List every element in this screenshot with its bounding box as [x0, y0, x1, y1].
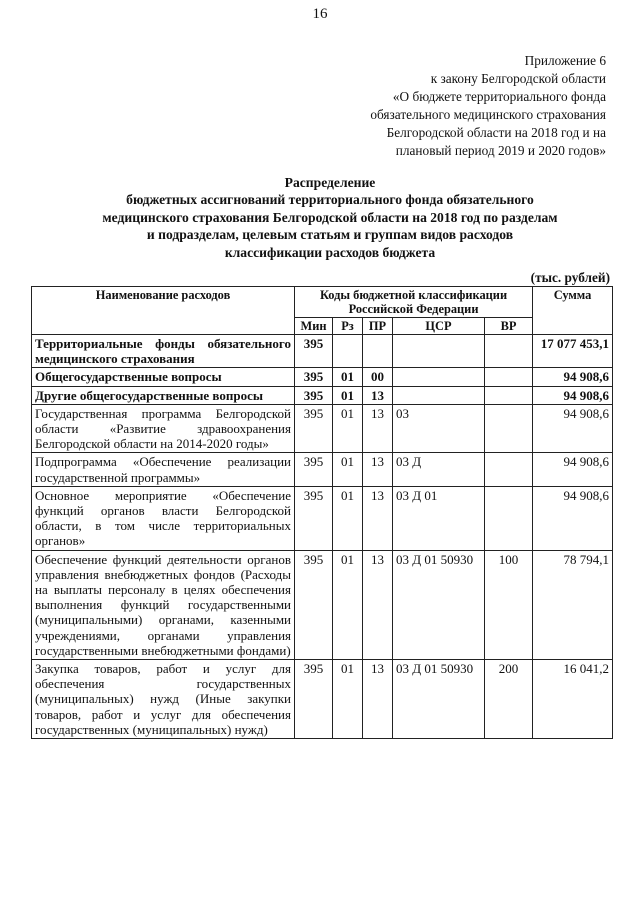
cell-csr [393, 335, 485, 368]
header-pr: ПР [363, 318, 393, 335]
cell-pr: 13 [363, 660, 393, 739]
cell-sum: 94 908,6 [533, 404, 613, 453]
cell-min: 395 [295, 550, 333, 659]
cell-csr: 03 Д 01 50930 [393, 550, 485, 659]
cell-csr: 03 Д 01 [393, 486, 485, 550]
cell-sum: 17 077 453,1 [533, 335, 613, 368]
cell-vr [485, 386, 533, 404]
cell-csr [393, 386, 485, 404]
document-title [40, 174, 620, 261]
cell-pr: 13 [363, 453, 393, 486]
cell-sum: 94 908,6 [533, 453, 613, 486]
appendix-block [370, 52, 606, 160]
cell-min: 395 [295, 660, 333, 739]
cell-name: Общегосударственные вопросы [32, 368, 295, 386]
cell-pr [363, 335, 393, 368]
cell-sum: 94 908,6 [533, 486, 613, 550]
cell-rz: 01 [333, 550, 363, 659]
cell-min: 395 [295, 335, 333, 368]
cell-name: Территориальные фонды обязательного медицинского страхования [32, 335, 295, 368]
cell-sum: 78 794,1 [533, 550, 613, 659]
table-row [32, 404, 613, 453]
cell-pr: 13 [363, 486, 393, 550]
table-body [32, 335, 613, 739]
cell-rz: 01 [333, 368, 363, 386]
cell-pr: 13 [363, 550, 393, 659]
cell-csr: 03 Д [393, 453, 485, 486]
table-row [32, 453, 613, 486]
cell-csr: 03 Д 01 50930 [393, 660, 485, 739]
cell-csr [393, 368, 485, 386]
cell-name: Другие общегосударственные вопросы [32, 386, 295, 404]
header-csr: ЦСР [393, 318, 485, 335]
appendix-line: «О бюджете территориального фонда [392, 89, 606, 104]
header-sum: Сумма [533, 287, 613, 335]
cell-sum: 16 041,2 [533, 660, 613, 739]
cell-vr: 100 [485, 550, 533, 659]
table-row [32, 550, 613, 659]
cell-pr: 00 [363, 368, 393, 386]
title-line: медицинского страхования Белгородской области на 2018 год по разделам [102, 209, 558, 225]
cell-name: Подпрограмма «Обеспечение реализации государственной программы» [32, 453, 295, 486]
cell-name: Закупка товаров, работ и услуг для обеспечения государственных (муниципальных) нужд (Иные закупки товаров, работ и услуг для обеспечения государственных (муниципальных) нужд) [32, 660, 295, 739]
cell-pr: 13 [363, 404, 393, 453]
header-rz: Рз [333, 318, 363, 335]
table-row [32, 386, 613, 404]
cell-min: 395 [295, 386, 333, 404]
table-row [32, 660, 613, 739]
appendix-line: плановый период 2019 и 2020 годов» [395, 143, 606, 158]
cell-pr: 13 [363, 386, 393, 404]
cell-vr: 200 [485, 660, 533, 739]
cell-sum: 94 908,6 [533, 368, 613, 386]
header-name: Наименование расходов [32, 287, 295, 335]
cell-rz: 01 [333, 453, 363, 486]
appendix-line: к закону Белгородской области [430, 71, 606, 86]
cell-min: 395 [295, 368, 333, 386]
header-min: Мин [295, 318, 333, 335]
cell-min: 395 [295, 453, 333, 486]
title-line: бюджетных ассигнований территориального фонда обязательного [126, 192, 534, 208]
cell-min: 395 [295, 404, 333, 453]
table-row [32, 335, 613, 368]
cell-rz: 01 [333, 386, 363, 404]
budget-table [31, 286, 613, 739]
cell-vr [485, 368, 533, 386]
appendix-line: обязательного медицинского страхования [370, 107, 606, 122]
cell-vr [485, 404, 533, 453]
header-codes-group: Коды бюджетной классификации Российской Федерации [295, 287, 533, 318]
cell-rz: 01 [333, 660, 363, 739]
title-line: классификации расходов бюджета [224, 244, 436, 260]
cell-rz [333, 335, 363, 368]
cell-vr [485, 335, 533, 368]
page-number: 16 [312, 6, 328, 22]
table-row [32, 368, 613, 386]
header-vr: ВР [485, 318, 533, 335]
cell-name: Основное мероприятие «Обеспечение функций органов власти Белгородской области, в том числе территориальных органов» [32, 486, 295, 550]
cell-vr [485, 486, 533, 550]
title-line: и подразделам, целевым статьям и группам видов расходов [146, 227, 514, 243]
cell-csr: 03 [393, 404, 485, 453]
cell-rz: 01 [333, 486, 363, 550]
cell-vr [485, 453, 533, 486]
units-label: (тыс. рублей) [530, 270, 610, 285]
appendix-line: Приложение 6 [524, 53, 606, 68]
table-row [32, 486, 613, 550]
cell-sum: 94 908,6 [533, 386, 613, 404]
cell-rz: 01 [333, 404, 363, 453]
appendix-line: Белгородской области на 2018 год и на [386, 125, 606, 140]
title-heading: Распределение [284, 175, 376, 190]
cell-min: 395 [295, 486, 333, 550]
cell-name: Обеспечение функций деятельности органов управления внебюджетных фондов (Расходы на выплаты персоналу в целях обеспечения выполнения функций государственными (муниципальными) органами, казенными учреждениями, органами управления государственными внебюджетными фондами) [32, 550, 295, 659]
cell-name: Государственная программа Белгородской области «Развитие здравоохранения Белгородской области на 2014-2020 годы» [32, 404, 295, 453]
table-header-row [32, 287, 613, 318]
